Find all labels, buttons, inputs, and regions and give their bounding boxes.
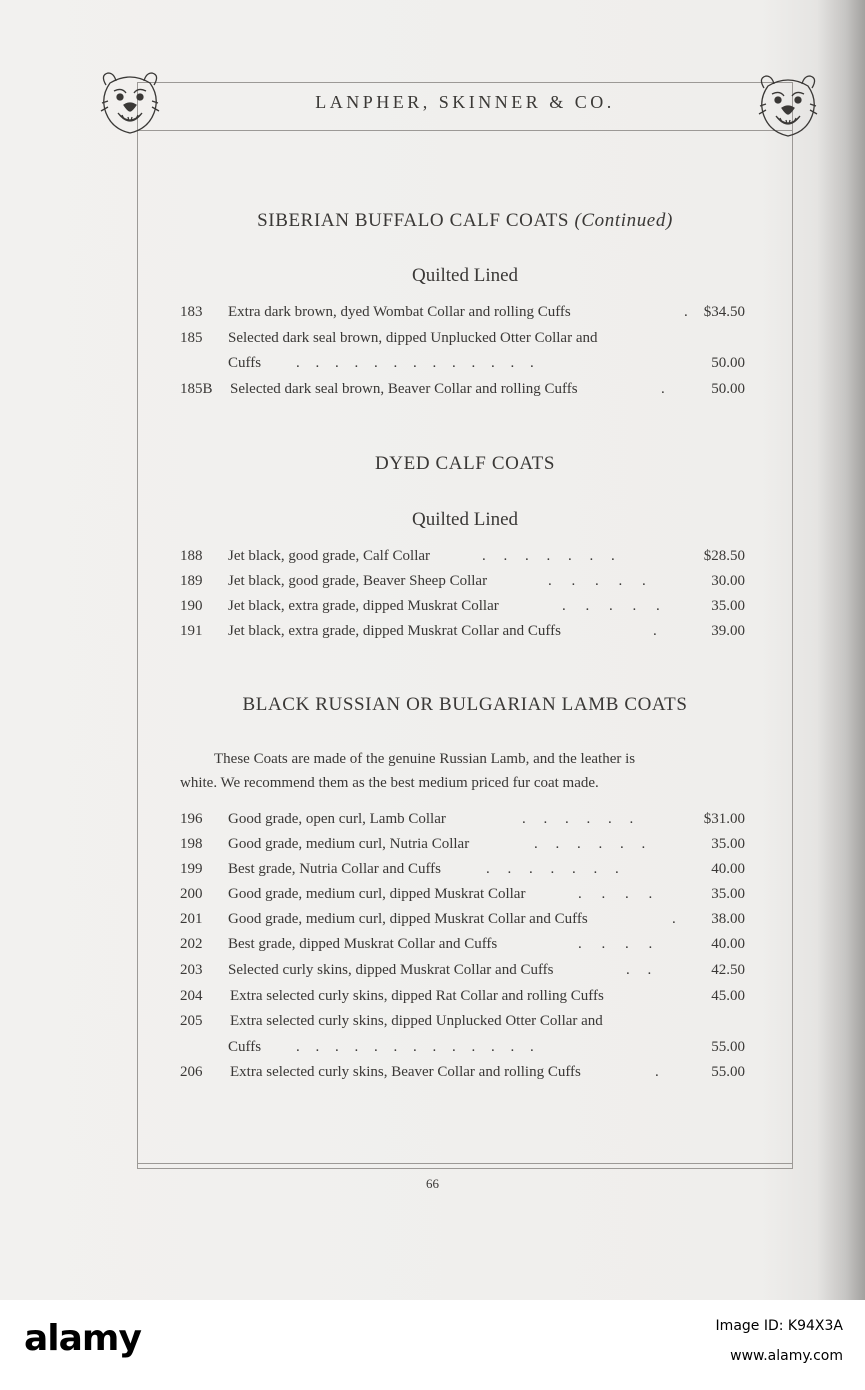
list-item	[180, 378, 745, 400]
item-price: $34.50	[703, 304, 745, 320]
item-number: 200	[180, 886, 203, 902]
item-number: 190	[180, 598, 203, 614]
item-description: Extra selected curly skins, Beaver Collar and rolling Cuffs	[230, 1064, 581, 1080]
item-description: Best grade, Nutria Collar and Cuffs	[228, 861, 442, 877]
item-price: 40.00	[711, 936, 745, 952]
item-price: 35.00	[711, 886, 745, 902]
footer-rule	[137, 1163, 793, 1164]
leader-dots: . . . . . . .	[486, 861, 619, 877]
subtitle-quilted-lined-1: Quilted Lined	[411, 265, 519, 286]
item-number: 204	[180, 988, 203, 1004]
list-item	[180, 327, 745, 349]
list-item	[180, 985, 745, 1007]
item-price: 38.00	[711, 911, 745, 927]
item-description: Extra selected curly skins, dipped Rat Collar and rolling Cuffs	[230, 988, 604, 1004]
list-item	[180, 570, 745, 592]
item-number: 205	[180, 1013, 203, 1029]
item-description: Good grade, open curl, Lamb Collar	[228, 811, 446, 827]
list-item	[180, 833, 745, 855]
leader-dots: .	[672, 911, 676, 927]
list-item	[180, 595, 745, 617]
subtitle-quilted-lined-2: Quilted Lined	[411, 509, 519, 530]
spine-shadow	[817, 0, 865, 1300]
section-intro-line-1: These Coats are made of the genuine Russian Lamb, and the leather is	[214, 751, 636, 767]
item-description: Jet black, good grade, Beaver Sheep Collar	[228, 573, 488, 589]
list-item	[180, 883, 745, 905]
item-number: 198	[180, 836, 203, 852]
leader-dots: . . . . .	[562, 598, 660, 614]
section-title-continued: (Continued)	[574, 210, 673, 231]
list-item	[180, 858, 745, 880]
company-header: LANPHER, SKINNER & CO.	[315, 92, 615, 112]
list-item	[180, 1061, 745, 1083]
item-description: Jet black, good grade, Calf Collar	[228, 548, 431, 564]
item-price: 30.00	[711, 573, 745, 589]
section-intro-line-2: white. We recommend them as the best medium priced fur coat made.	[180, 775, 599, 791]
item-price: 50.00	[711, 355, 745, 371]
item-number: 183	[180, 304, 203, 320]
list-item	[180, 620, 745, 642]
item-price: 40.00	[711, 861, 745, 877]
item-price: 45.00	[711, 988, 745, 1004]
leader-dots: . . . . . .	[534, 836, 646, 852]
item-number: 199	[180, 861, 203, 877]
section-title-text: SIBERIAN BUFFALO CALF COATS	[257, 210, 570, 231]
item-number: 188	[180, 548, 203, 564]
item-number: 185B	[180, 381, 213, 397]
item-description: Cuffs	[228, 1039, 262, 1055]
item-price: $31.00	[703, 811, 745, 827]
watermark-url: www.alamy.com	[730, 1348, 843, 1364]
item-price: 39.00	[711, 623, 745, 639]
item-description: Extra selected curly skins, dipped Unplucked Otter Collar and	[230, 1013, 603, 1029]
page-number: 66	[426, 1176, 439, 1191]
leader-dots: . . . .	[578, 936, 653, 952]
item-description: Good grade, medium curl, Nutria Collar	[228, 836, 470, 852]
item-description: Best grade, dipped Muskrat Collar and Cuffs	[228, 936, 498, 952]
item-number: 203	[180, 962, 203, 978]
leader-dots: . . . . . . . . . . . . .	[296, 1039, 534, 1055]
item-price: 35.00	[711, 598, 745, 614]
item-price: $28.50	[703, 548, 745, 564]
list-item	[180, 301, 745, 323]
list-item	[180, 908, 745, 930]
item-description: Jet black, extra grade, dipped Muskrat Collar	[228, 598, 499, 614]
list-item	[180, 808, 745, 830]
list-item	[180, 352, 745, 374]
leader-dots: . .	[626, 962, 652, 978]
item-number: 196	[180, 811, 203, 827]
list-item	[180, 545, 745, 567]
item-price: 42.50	[711, 962, 745, 978]
leader-dots: . . . . . .	[522, 811, 634, 827]
leader-dots: . . . .	[578, 886, 653, 902]
item-description: Cuffs	[228, 355, 262, 371]
section-title-siberian	[137, 210, 793, 232]
section-title-russian-lamb: BLACK RUSSIAN OR BULGARIAN LAMB COATS	[242, 694, 688, 715]
list-item	[180, 959, 745, 981]
list-item	[180, 1036, 745, 1058]
watermark-brand: alamy	[24, 1318, 141, 1359]
leader-dots: .	[655, 1064, 659, 1080]
item-price: 35.00	[711, 836, 745, 852]
section-title-dyed-calf: DYED CALF COATS	[374, 453, 556, 474]
item-number: 201	[180, 911, 203, 927]
item-number: 185	[180, 330, 203, 346]
leader-dots: .	[684, 304, 688, 320]
list-item	[180, 933, 745, 955]
item-description: Good grade, medium curl, dipped Muskrat Collar and Cuffs	[228, 911, 588, 927]
list-item	[180, 1010, 745, 1032]
item-number: 206	[180, 1064, 203, 1080]
header-rule	[137, 130, 793, 131]
watermark-image-id: Image ID: K94X3A	[715, 1318, 843, 1334]
item-price: 55.00	[711, 1064, 745, 1080]
item-description: Jet black, extra grade, dipped Muskrat Collar and Cuffs	[228, 623, 561, 639]
leader-dots: . . . . .	[548, 573, 646, 589]
item-description: Good grade, medium curl, dipped Muskrat Collar	[228, 886, 526, 902]
item-description: Selected curly skins, dipped Muskrat Collar and Cuffs	[228, 962, 554, 978]
leader-dots: . . . . . . . . . . . . .	[296, 355, 534, 371]
item-description: Selected dark seal brown, dipped Unplucked Otter Collar and	[228, 330, 598, 346]
item-price: 50.00	[711, 381, 745, 397]
leader-dots: . . . . . . .	[482, 548, 615, 564]
item-description: Extra dark brown, dyed Wombat Collar and rolling Cuffs	[228, 304, 571, 320]
leader-dots: .	[653, 623, 657, 639]
item-number: 191	[180, 623, 203, 639]
item-description: Selected dark seal brown, Beaver Collar and rolling Cuffs	[230, 381, 578, 397]
item-price: 55.00	[711, 1039, 745, 1055]
item-number: 189	[180, 573, 203, 589]
item-number: 202	[180, 936, 203, 952]
leader-dots: .	[661, 381, 665, 397]
